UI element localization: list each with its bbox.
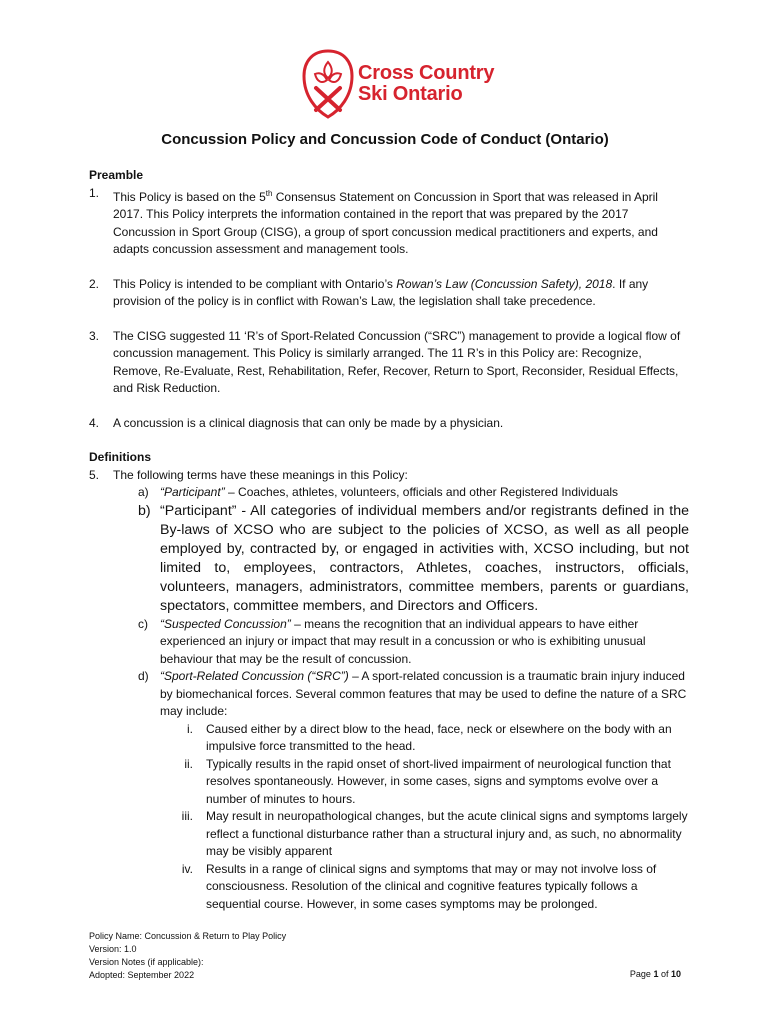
definitions-item-5: 5. The following terms have these meanings in this Policy: — [89, 467, 408, 482]
definition-d: d) “Sport-Related Concussion (“SRC”) – A sport-related concussion is a traumatic brain injury induced by biomechanical forces. Several common features that may be used to define the nature of a SRC may include: — [138, 669, 687, 718]
definition-b: b) “Participant” - All categories of individual members and/or registrants defined in the By-laws of XCSO who are subject to the policies of XCSO, as well as all people employed by, contracted by, or engaged in activities with, XCSO including, but not limited to, employees, contractors, Athletes, coaches, instructors, officials, volunteers, managers, administrators, committee members, parents or guardians, spectators, committee members, and Directors and Officers. — [138, 502, 689, 614]
footer-adopted: Adopted: September 2022 — [89, 970, 195, 980]
preamble-heading: Preamble — [89, 168, 144, 182]
footer-version-notes: Version Notes (if applicable): — [89, 957, 204, 967]
footer-version: Version: 1.0 — [89, 944, 137, 954]
preamble-item-4: 4. A concussion is a clinical diagnosis that can only be made by a physician. — [89, 415, 504, 430]
logo-line-1: Cross Country — [358, 62, 495, 84]
preamble-item-3: 3. The CISG suggested 11 ‘R’s of Sport-Related Concussion (“SRC”) management to provide a logical flow of concussion management. This Policy is similarly arranged. The 11 R’s in this Policy are: Recognize, Remove, Re-Evaluate, Rest, Rehabilitation, Refer, Recover, Return to Sport, Reconsider, Residual Effects, and Risk Reduction. — [89, 328, 681, 395]
xcso-logo — [300, 48, 495, 120]
page-footer — [89, 930, 286, 982]
page-title: Concussion Policy and Concussion Code of Conduct (Ontario) — [161, 131, 609, 148]
document-body — [89, 167, 689, 913]
definition-d-ii: ii. Typically results in the rapid onset of short-lived impairment of neurological function that resolves spontaneously. However, in some cases, signs and symptoms evolve over a number of minutes to hours. — [184, 756, 671, 806]
definition-d-i: i. Caused either by a direct blow to the head, face, neck or elsewhere on the body with an impulsive force transmitted to the head. — [187, 721, 672, 753]
logo-line-2: Ski Ontario — [358, 83, 463, 105]
definition-a: a) “Participant” – Coaches, athletes, volunteers, officials and other Registered Individuals — [138, 485, 619, 499]
definitions-heading: Definitions — [89, 450, 151, 464]
page-number: Page 1 of 10 — [629, 969, 681, 979]
definition-d-iii: iii. May result in neuropathological changes, but the acute clinical signs and symptoms largely reflect a functional disturbance rather than a structural injury and, as such, no abnormality may be visibly apparent — [181, 809, 688, 858]
preamble-item-2: 2. This Policy is intended to be compliant with Ontario’s Rowan’s Law (Concussion Safety), 2018. If any provision of the policy is in conflict with Rowan’s Law, the legislation shall take precedence. — [89, 276, 649, 308]
footer-policy-name: Policy Name: Concussion & Return to Play Policy — [89, 931, 287, 941]
preamble-item-1: 1. This Policy is based on the 5th Consensus Statement on Concussion in Sport that was released in April 2017. This Policy interprets the information contained in the report that was prepared by the 2017 Concussion in Sport Group (CISG), a group of sport concussion medical practitioners and experts, and adapts concussion assessment and management tools. — [89, 185, 658, 256]
definition-d-iv: iv. Results in a range of clinical signs and symptoms that may or may not involve loss of consciousness. Resolution of the clinical and cognitive features typically follows a sequential course. However, in some cases symptoms may be prolonged. — [181, 861, 657, 911]
trillium-skis-logo-icon — [300, 48, 356, 120]
definition-c: c) “Suspected Concussion” – means the recognition that an individual appears to have either experienced an injury or impact that may result in a concussion or who is exhibiting unusual behaviour that may be the result of concussion. — [138, 616, 646, 666]
